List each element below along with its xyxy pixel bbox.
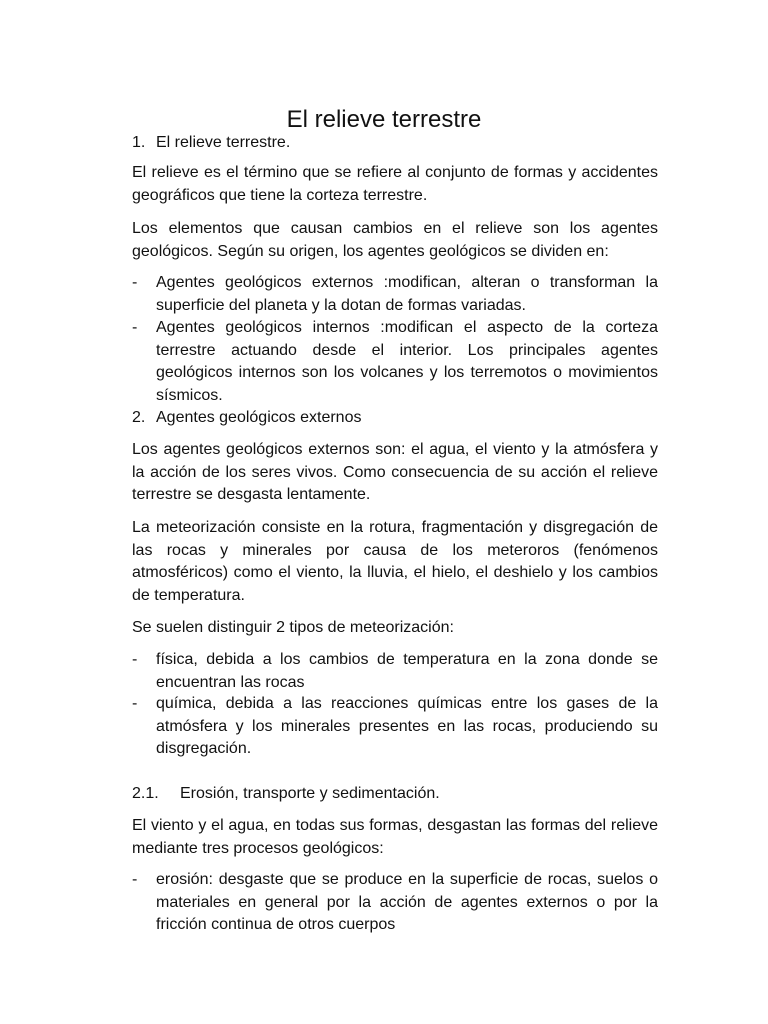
paragraph-meteorization: La meteorización consiste en la rotura, fragmentación y disgregación de las rocas y minerales por causa de los meteroros (fenómenos atmosféricos) como el viento, la lluvia, el hielo, el deshielo y los cambios de temperatura. [132,519,658,604]
section-heading-text: Erosión, transporte y sedimentación. [180,785,440,802]
section-heading-text: El relieve terrestre. [156,134,291,151]
section-heading-2 [132,407,658,430]
list-item-text: erosión: desgaste que se produce en la superficie de rocas, suelos o materiales en general por la acción de agentes externos o por la fricción continua de otros cuerpos [156,871,658,933]
list-item [132,693,658,761]
list-item [132,272,658,317]
list-bullet: - [132,871,138,888]
section-heading-text: Agentes geológicos externos [156,409,362,426]
section-number: 2.1. [132,785,159,802]
section-heading-2-1 [132,783,658,806]
list-bullet: - [132,319,138,336]
list-item [132,869,658,937]
paragraph-definition: El relieve es el término que se refiere al conjunto de formas y accidentes geográficos que tiene la corteza terrestre. [132,164,658,204]
list-bullet: - [132,274,138,291]
list-item-text: física, debida a los cambios de temperatura en la zona donde se encuentran las rocas [156,651,658,691]
list-bullet: - [132,695,138,712]
list-item [132,317,658,407]
list-item-text: química, debida a las reacciones químicas entre los gases de la atmósfera y los minerales presentes en las rocas, produciendo su disgregación. [156,695,658,757]
paragraph-agents-intro: Los elementos que causan cambios en el relieve son los agentes geológicos. Según su origen, los agentes geológicos se dividen en: [132,220,658,260]
section-heading-1 [132,132,658,155]
document-title: El relieve terrestre [286,106,482,134]
paragraph-external-agents: Los agentes geológicos externos son: el agua, el viento y la atmósfera y la acción de los seres vivos. Como consecuencia de su acción el relieve terrestre se desgasta lentamente. [132,441,658,503]
list-bullet: - [132,651,138,668]
list-item [132,649,658,694]
paragraph-meteorization-types: Se suelen distinguir 2 tipos de meteorización: [132,619,454,636]
list-item-text: Agentes geológicos externos :modifican, alteran o transforman la superficie del planeta y la dotan de formas variadas. [156,274,658,314]
section-number: 2. [132,409,146,426]
list-item-text: Agentes geológicos internos :modifican el aspecto de la corteza terrestre actuando desde el interior. Los principales agentes geológicos internos son los volcanes y los terremotos o movimientos sísmicos. [156,319,658,404]
paragraph-processes: El viento y el agua, en todas sus formas, desgastan las formas del relieve mediante tres procesos geológicos: [132,817,658,857]
section-number: 1. [132,134,146,151]
